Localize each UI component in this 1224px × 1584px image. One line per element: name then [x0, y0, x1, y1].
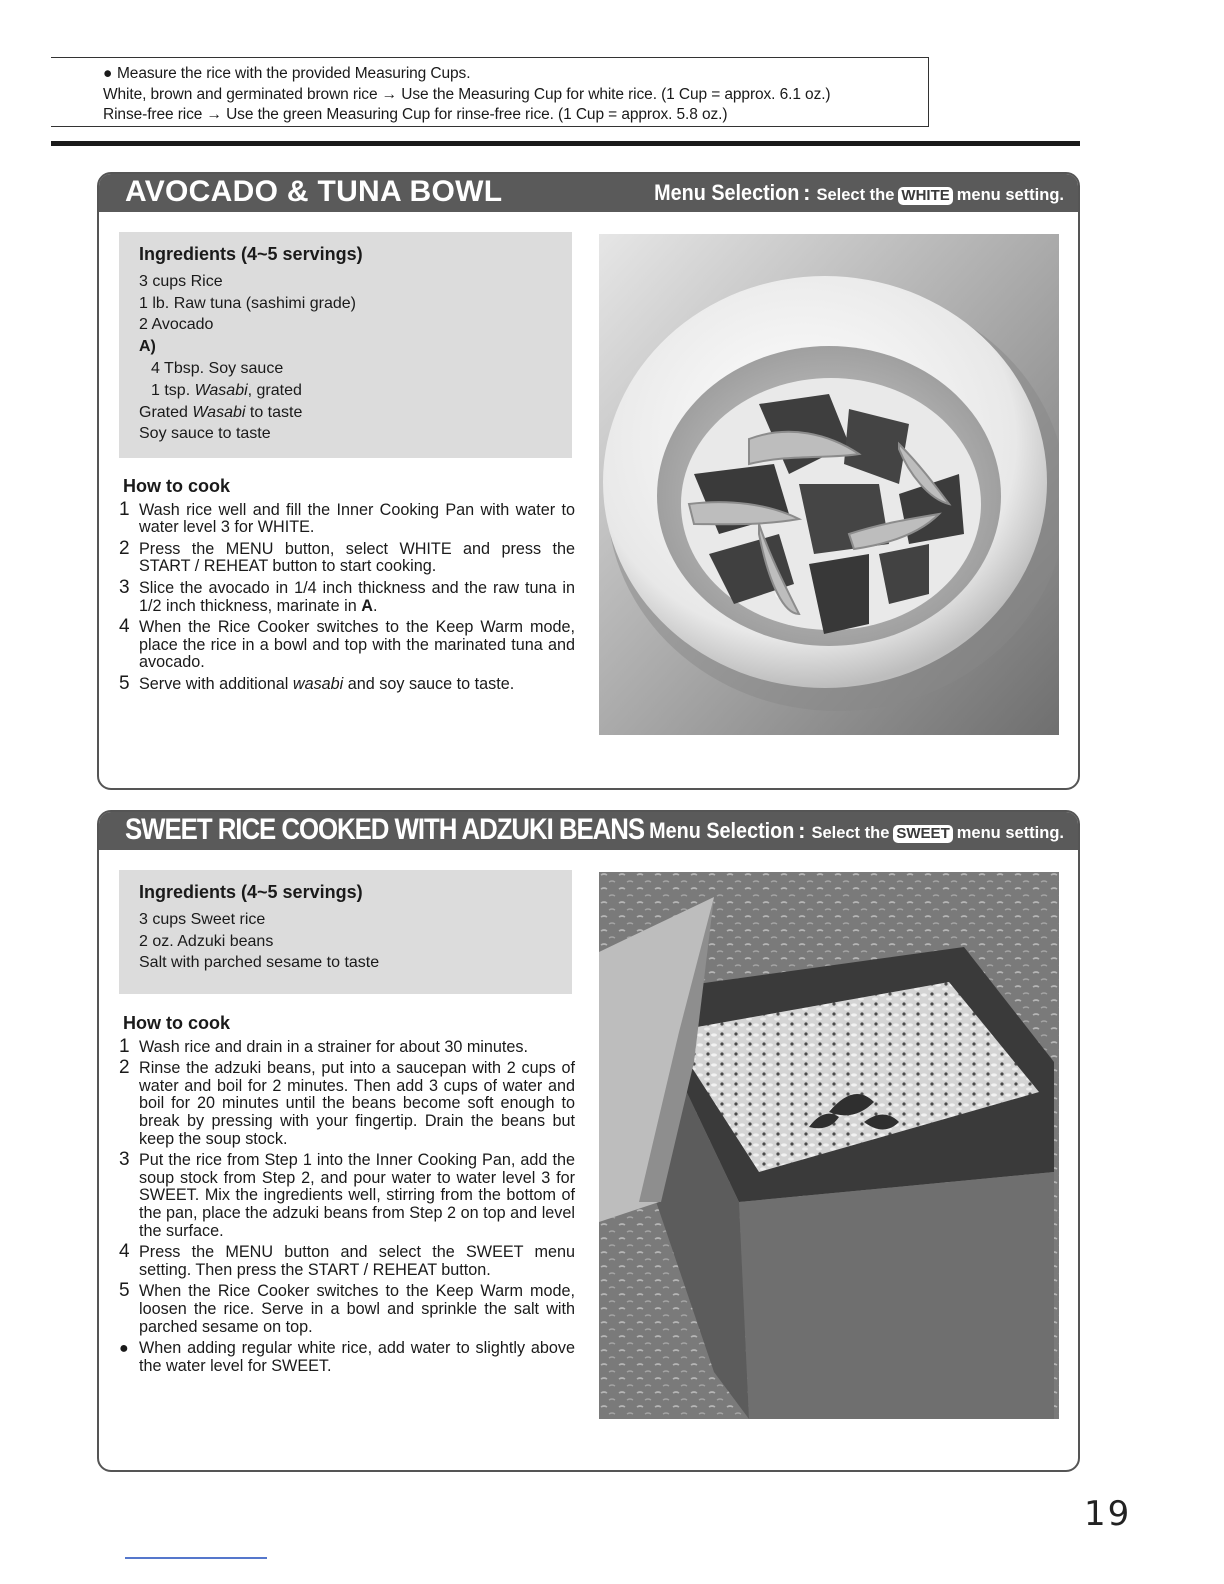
step: [119, 498, 575, 537]
step: [119, 1035, 575, 1057]
page-number: 19: [1084, 1494, 1132, 1534]
photo-sweet-rice-box: [599, 872, 1059, 1419]
ingredients-box: [119, 870, 572, 994]
photo-avocado-tuna-bowl: [599, 234, 1059, 735]
step: [119, 1280, 575, 1336]
step-text: Wash rice well and fill the Inner Cooking Pan with water to water level 3 for WHITE.: [139, 500, 575, 537]
recipe-title: AVOCADO & TUNA BOWL: [125, 175, 503, 208]
step: [119, 537, 575, 576]
step-number: 1: [119, 1035, 130, 1057]
step-text: When the Rice Cooker switches to the Keep Warm mode, place the rice in a bowl and top with the marinated tuna and avocado.: [139, 618, 575, 672]
measuring-note: [51, 57, 929, 127]
ingredient-item: 3 cups Sweet rice: [139, 910, 266, 928]
ingredient-italic: Wasabi: [192, 403, 246, 421]
ingredients-title: Ingredients (4~5 servings): [139, 882, 363, 902]
step: [119, 576, 575, 615]
footer-underline: [125, 1557, 267, 1559]
note-line-3: Rinse-free rice → Use the green Measuring Cup for rinse-free rice. (1 Cup = approx. 5.8 oz.): [103, 106, 728, 123]
ingredient-item: 3 cups Rice: [139, 272, 223, 290]
recipe-header: [99, 812, 1078, 850]
step-number: 3: [119, 1149, 130, 1171]
step-note: [119, 1340, 575, 1375]
menu-selection: [633, 818, 1064, 844]
ingredient-item: 2 oz. Adzuki beans: [139, 932, 274, 950]
ingredient-item: 1 lb. Raw tuna (sashimi grade): [139, 294, 356, 312]
menu-selection-prefix: Select the: [811, 824, 890, 842]
step-text: Slice the avocado in 1/4 inch thickness and the raw tuna in 1/2 inch thickness, marinate in: [139, 578, 575, 615]
ingredient-item: [139, 402, 572, 424]
bullet-icon: ●: [119, 1340, 129, 1358]
step-bold: A: [361, 596, 373, 615]
step-number: 5: [119, 672, 130, 694]
step-number: 3: [119, 576, 130, 598]
step-text: Wash rice and drain in a strainer for about 30 minutes.: [139, 1037, 528, 1056]
note-line-2: White, brown and germinated brown rice → Use the Measuring Cup for white rice. (1 Cup = approx. 6.1 oz.): [103, 85, 831, 103]
ingredient-item: Salt with parched sesame to taste: [139, 954, 380, 972]
menu-selection-suffix: menu setting.: [956, 824, 1064, 842]
step: [119, 672, 575, 694]
step-text: When adding regular white rice, add water to slightly above the water level for SWEET.: [139, 1339, 575, 1375]
step-number: 2: [119, 1057, 130, 1079]
step-text: Put the rice from Step 1 into the Inner Cooking Pan, add the soup stock from Step 2, and pour water to water level 3 for SWEET. Mix the ingredients well, stirring from the bottom of the pan, place the adzuki beans from Step 2 on top and level the surface.: [139, 1151, 575, 1240]
section-divider: [51, 141, 1080, 146]
step-number: 1: [119, 498, 130, 520]
ingredient-item: 4 Tbsp. Soy sauce: [151, 359, 284, 377]
step-text: Rinse the adzuki beans, put into a saucepan with 2 cups of water and boil for 2 minutes. Then add 3 cups of water and boil for 20 minutes until the beans become soft enough to break by pressing with your fingertip. Drain the beans but keep the soup stock.: [139, 1059, 575, 1148]
ingredient-item: 2 Avocado: [139, 316, 214, 334]
how-to-cook-title: How to cook: [123, 1013, 230, 1033]
how-to-cook-title: How to cook: [123, 476, 230, 496]
note-line-1: Measure the rice with the provided Measuring Cups.: [117, 65, 471, 82]
menu-selection-label: Menu Selection: [648, 818, 795, 843]
menu-selection: [638, 180, 1064, 206]
step-number: 4: [119, 1241, 130, 1263]
ingredients-title: Ingredients (4~5 servings): [139, 244, 363, 264]
ingredients-box: [119, 232, 572, 458]
step-number: 5: [119, 1280, 130, 1302]
step-text: Serve with additional: [139, 674, 293, 693]
how-to-cook: [119, 478, 575, 698]
step-number: 2: [119, 537, 130, 559]
ingredient-text: Grated: [139, 403, 193, 421]
step-text: When the Rice Cooker switches to the Keep Warm mode, loosen the rice. Serve in a bowl and sprinkle the salt with parched sesame on top.: [139, 1282, 575, 1336]
ingredient-italic: Wasabi: [194, 381, 248, 399]
ingredient-text: , grated: [247, 381, 302, 399]
ingredient-item: [139, 380, 572, 402]
ingredient-item: Soy sauce to taste: [139, 425, 271, 443]
menu-selection-label: Menu Selection: [653, 180, 800, 205]
recipe-title: SWEET RICE COOKED WITH ADZUKI BEANS: [125, 813, 645, 846]
bullet-icon: ●: [103, 65, 113, 82]
step-text-end: and soy sauce to taste.: [343, 674, 515, 693]
step: [119, 1057, 575, 1148]
menu-selection-suffix: menu setting.: [956, 186, 1064, 204]
ingredient-text: to taste: [245, 403, 303, 421]
ingredient-group-label: A): [139, 338, 156, 356]
step: [119, 1241, 575, 1279]
recipe-card-avocado-tuna: [97, 172, 1080, 790]
recipe-header: [99, 174, 1078, 212]
step: [119, 1149, 575, 1240]
menu-badge-sweet: SWEET: [893, 825, 952, 843]
menu-selection-colon: :: [803, 180, 811, 205]
step-text: Press the MENU button and select the SWEET menu setting. Then press the START / REHEAT button.: [139, 1243, 575, 1279]
menu-selection-colon: :: [798, 818, 806, 843]
step: [119, 616, 575, 672]
menu-badge-white: WHITE: [898, 187, 952, 205]
menu-selection-prefix: Select the: [816, 186, 895, 204]
how-to-cook: [119, 1015, 575, 1379]
step-text-end: .: [372, 596, 378, 615]
step-number: 4: [119, 616, 130, 638]
step-text: Press the MENU button, select WHITE and press the START / REHEAT button to start cooking.: [139, 539, 575, 576]
recipe-card-sweet-rice: [97, 810, 1080, 1472]
ingredient-text: 1 tsp.: [151, 381, 195, 399]
step-italic: wasabi: [292, 674, 344, 693]
